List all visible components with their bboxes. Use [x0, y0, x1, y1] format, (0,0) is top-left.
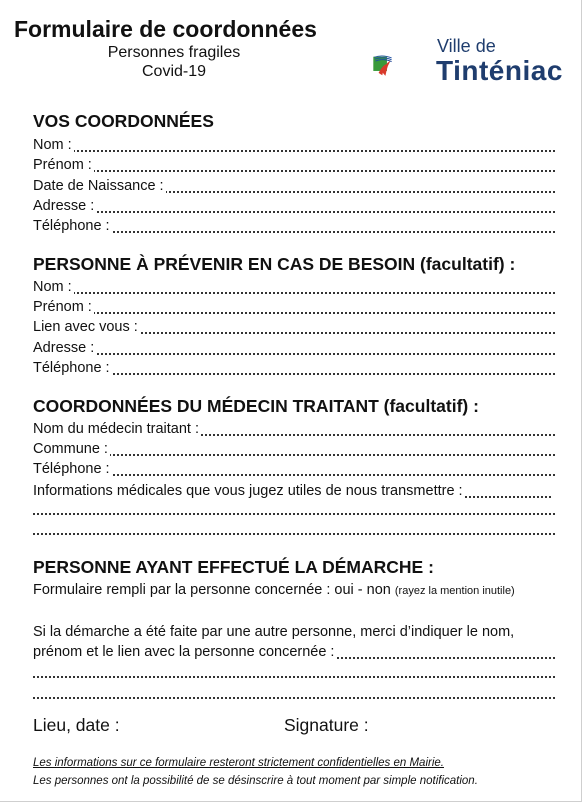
field-label: Adresse :: [33, 340, 95, 356]
field-contact-nom[interactable]: [33, 277, 555, 297]
filled-by-note: (rayez la mention inutile): [394, 585, 515, 597]
logo-text-ville-de: Ville de: [437, 36, 496, 56]
field-label: Adresse :: [33, 198, 95, 214]
blank-line[interactable]: [33, 697, 555, 699]
field-other-person[interactable]: [33, 642, 555, 662]
filled-by-label: Formulaire rempli par la personne concernée : oui - non: [33, 582, 391, 598]
section-title-medecin-traitant: COORDONNÉES DU MÉDECIN TRAITANT (facultatif) :: [33, 396, 479, 416]
field-label: Nom :: [33, 279, 72, 295]
form-title: Formulaire de coordonnées: [14, 16, 317, 42]
signature-label: Signature :: [284, 715, 369, 735]
field-contact-lien[interactable]: [33, 317, 555, 337]
field-prenom[interactable]: [33, 155, 555, 175]
city-logo: [373, 26, 435, 106]
footer-confidentiality: Les informations sur ce formulaire resteront strictement confidentielles en Mairie.: [33, 757, 444, 769]
field-label: Téléphone :: [33, 461, 110, 477]
page-border-bottom: [0, 801, 582, 802]
form-subtitle-covid: Covid-19: [141, 63, 207, 80]
blank-line[interactable]: [33, 513, 555, 515]
footer-unsubscribe: Les personnes ont la possibilité de se désinscrire à tout moment par simple notification.: [33, 775, 478, 787]
filled-by-line: [33, 582, 515, 598]
field-label: Téléphone :: [33, 218, 110, 234]
blank-line[interactable]: [33, 533, 555, 535]
field-label: Nom :: [33, 137, 72, 153]
field-infos-medicales[interactable]: [33, 481, 551, 501]
place-date-label: Lieu, date :: [33, 715, 120, 735]
form-subtitle: Personnes fragiles: [107, 44, 241, 61]
field-telephone[interactable]: [33, 216, 555, 236]
field-label: prénom et le lien avec la personne concernée :: [33, 644, 335, 660]
section-title-demarche: PERSONNE AYANT EFFECTUÉ LA DÉMARCHE :: [33, 557, 434, 577]
field-label: Commune :: [33, 441, 108, 457]
field-nom[interactable]: [33, 135, 555, 155]
field-date-naissance[interactable]: [33, 176, 555, 196]
section-title-personne-a-prevenir: PERSONNE À PRÉVENIR EN CAS DE BESOIN (facultatif) :: [33, 254, 516, 274]
field-label: Prénom :: [33, 299, 92, 315]
field-contact-prenom[interactable]: [33, 297, 555, 317]
field-label: Nom du médecin traitant :: [33, 421, 200, 437]
field-label: Informations médicales que vous jugez utiles de nous transmettre :: [33, 483, 463, 499]
field-contact-telephone[interactable]: [33, 358, 555, 378]
other-person-text: Si la démarche a été faite par une autre personne, merci d’indiquer le nom,: [33, 624, 515, 640]
field-label: Date de Naissance :: [33, 178, 164, 194]
field-label: Téléphone :: [33, 360, 110, 376]
logo-text-city-name: Tinténiac: [436, 55, 563, 86]
field-adresse[interactable]: [33, 196, 555, 216]
page-border-right: [581, 0, 582, 802]
field-medecin-nom[interactable]: [33, 419, 555, 439]
section-title-vos-coordonnees: VOS COORDONNÉES: [33, 111, 214, 131]
field-label: Prénom :: [33, 157, 92, 173]
field-medecin-telephone[interactable]: [33, 459, 555, 479]
field-contact-adresse[interactable]: [33, 338, 555, 358]
field-label: Lien avec vous :: [33, 319, 138, 335]
blank-line[interactable]: [33, 676, 555, 678]
field-medecin-commune[interactable]: [33, 439, 555, 459]
